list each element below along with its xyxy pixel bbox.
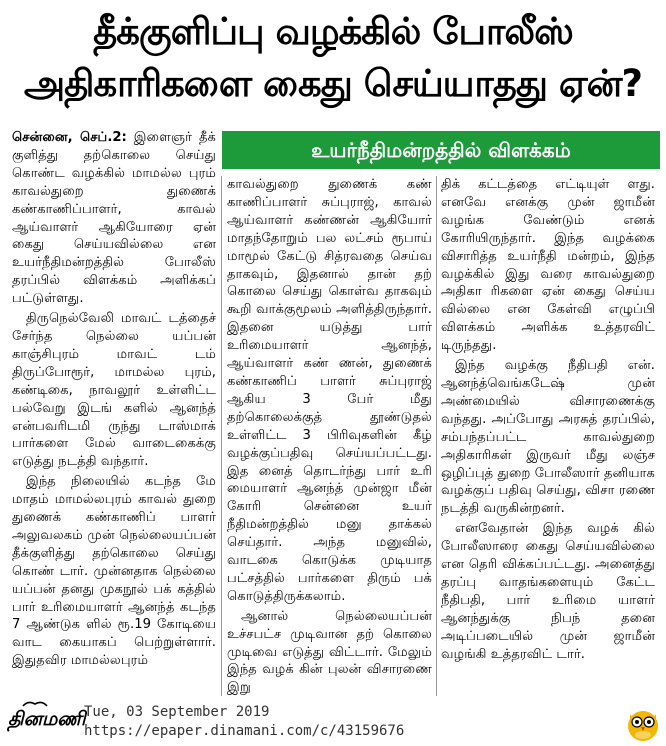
article-paragraph: திருநெல்வேலி மாவட் டத்தைச் சேர்ந்த நெல்லை யப்பன் காஞ்சிபுரம் மாவட் டம் திருப்போரூர், மாமல்ல புரம், கண்டிகை, நாவலூர் உள்ளிட்ட பல்வேறு இடங் களில் ஆனந்த் என்பவரிடமி ருந்து டாஸ்மாக் பார்களை மேல் வாடைகைக்கு எடுத்து நடத்தி வந்தார். — [12, 311, 216, 470]
owl-icon — [626, 704, 660, 742]
subheading-banner: உயர்நீதிமன்றத்தில் விளக்கம் — [222, 131, 660, 169]
article-paragraph: சென்னை, செப்.2: இளைஞர் தீக் குளித்து தற்கொலை செய்து கொண்ட வழக்கில் மாமல்ல புரம் காவல்துறை துணைக் கண்காணிப்பாளர், காவல் ஆய்வாளர் ஆகியோரை ஏன் கைது செய்யவில்லை என உயர்நீதிமன்றத்தில் போலீஸ் தரப்பில் விளக்கம் அளிக்கப் பட்டுள்ளது. — [12, 130, 216, 307]
article-paragraph: இந்த வழக்கு நீதிபதி என். ஆனந்த்வெங்கடேஷ் முன் அண்மையில் விசாரணைக்கு வந்தது. அப்போது அரசுத் தரப்பில், சம்பந்தப்பட்ட காவல்துறை அதிகாரிகள் இருவர் மீது லஞ்ச ஒழிப்புத் துறை போலீஸார் தனியாக வழக்குப் பதிவு செய்து, விசா ரணை நடத்தி வருகின்றனர். — [441, 358, 655, 517]
headline — [0, 6, 666, 110]
headline-line-2: அதிகாரிகளை கைது செய்யாதது ஏன்? — [24, 62, 642, 105]
footer — [0, 698, 666, 746]
article-paragraph: எனவேதான் இந்த வழக் கில் போலீஸாரை கைது செய்யவில்லை என தெரி விக்கப்பட்டது. அனைத்து தரப்பு வாதங்களையும் கேட்ட நீதிபதி, பார் உரிமை யாளர் ஆனந்துக்கு நிபந் தனை அடிப்படையில் முன் ஜாமீன் வழங்கி உத்தரவிட் டார். — [441, 521, 655, 662]
logo-flourish-icon — [22, 700, 48, 708]
article-column-1 — [12, 129, 216, 672]
article-column-2 — [227, 176, 432, 699]
article-paragraph: ஆனால் நெல்லையப்பன் உச்சபட்ச முடிவான தற் கொலை முடிவை எடுத்து விட்டார். மேலும் இந்த வழக் கின் புலன் விசாரணை இறு — [227, 608, 432, 696]
article-paragraph: இந்த நிலையில் கடந்த மே மாதம் மாமல்லபுரம் காவல் துறை துணைக் கண்காணிப் பாளர் அலுவலகம் முன் நெல்லையப்பன் தீக்குளித்து தற்கொலை செய்து கொண் டார். முன்னதாக நெல்லை யப்பன் தனது முகநூல் பக் கத்தில் பார் உரிமையாளர் ஆனந்த் கடந்த 7 ஆண்டுக ளில் ரூ.19 கோடியை வாட கையாகப் பெற்றுள்ளார். இதுதவிர மாமல்லபுரம் — [12, 474, 216, 669]
article-paragraph: காவல்துறை துணைக் கண் காணிப்பாளர் சுப்புராஜ், காவல் ஆய்வாளர் கண்ணன் ஆகியோர் மாதந்தோறும் பல லட்சம் ரூபாய் மாமூல் கேட்டு சித்ரவதை செய்வ தாகவும், இதனால் தான் தற் கொலை செய்து கொள்வ தாகவும் கூறி வாக்குமூலம் அளித்திருந்தார். இதனை யடுத்து பார் உரிமையாளர் ஆனந்த், ஆய்வாளர் கண் ணன், துணைக் கண்காணிப் பாளர் சுப்புராஜ் ஆகிய 3 பேர் மீது தற்கொலைக்குத் தூண்டுதல் உள்ளிட்ட 3 பிரிவுகளின் கீழ் வழக்குப்பதிவு செய்யப்பட்டது. இத னைத் தொடர்ந்து பார் உரி மையாளர் ஆனந்த் முன்ஜா மீன் கோரி சென்னை உயர் நீதிமன்றத்தில் மனு தாக்கல் செய்தார். அந்த மனுவில், வாடகை கொடுக்க முடியாத பட்சத்தில் பார்களை திரும் பக் கொடுத்திருக்கலாம். — [227, 177, 432, 604]
headline-line-1: தீக்குளிப்பு வழக்கில் போலீஸ் — [93, 10, 573, 53]
article-column-3 — [441, 176, 655, 665]
epaper-url[interactable]: https://epaper.dinamani.com/c/43159676 — [84, 723, 405, 739]
column-divider — [436, 176, 437, 696]
publication-logo: தினமணி — [8, 708, 86, 730]
article-paragraph: திக் கட்டத்தை எட்டியுள் ளது. எனவே எனக்கு முன் ஜாமீன் வழங்க வேண்டும் எனக் கோரியிருந்தார். இந்த வழக்கை விசாரித்த உயர்நீதி மன்றம், இந்த வழக்கில் இது வரை காவல்துறை அதிகா ரிகளை ஏன் கைது செய்ய வில்லை என கேள்வி எழுப்பி விளக்கம் அளிக்க உத்தரவிட் டிருந்தது. — [441, 177, 655, 354]
column-divider — [221, 176, 222, 696]
edition-date: Tue, 03 September 2019 — [84, 704, 270, 720]
dateline: சென்னை, செப்.2: — [12, 130, 127, 145]
